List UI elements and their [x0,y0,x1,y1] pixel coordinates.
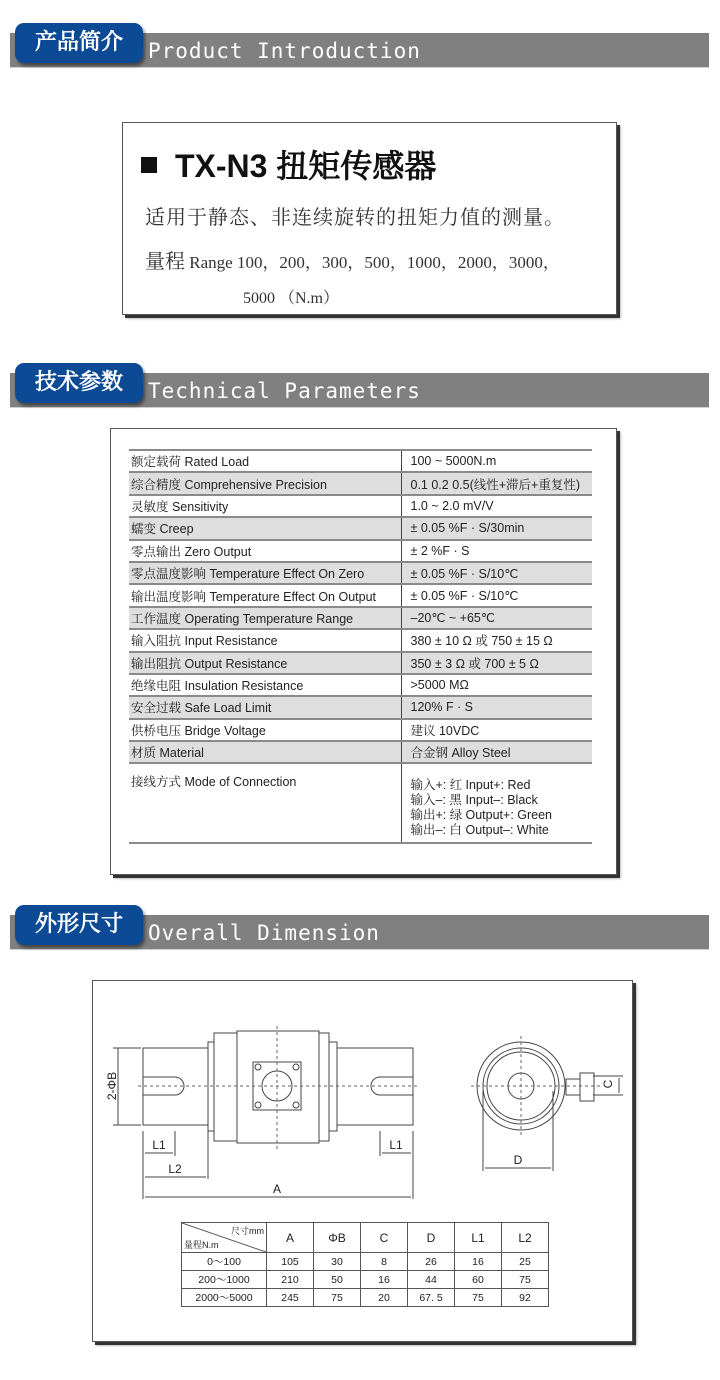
intro-box [122,122,617,315]
parameters-table [129,449,592,844]
range-cell: 0～100 [182,1253,267,1271]
parameter-value: 建议 10VDC [401,719,592,741]
dimension-cell: 60 [455,1271,502,1289]
label-l1-right: L1 [389,1138,403,1152]
parameter-name: 工作温度 Operating Temperature Range [129,607,401,629]
connection-values [401,763,592,843]
parameter-name: 零点温度影响 Temperature Effect On Zero [129,562,401,584]
parameter-value: ± 0.05 %F · S/10℃ [401,584,592,606]
parameter-name: 输出阻抗 Output Resistance [129,652,401,674]
column-header: ΦB [314,1223,361,1253]
dimension-cell: 75 [455,1289,502,1307]
parameter-name: 安全过载 Safe Load Limit [129,696,401,718]
range-label-cn: 量程 [145,251,185,273]
label-a: A [272,1182,282,1196]
dimension-cell: 20 [361,1289,408,1307]
parameter-name: 输出温度影响 Temperature Effect On Output [129,584,401,606]
parameter-row [129,540,592,562]
parameter-name: 蠕变 Creep [129,517,401,539]
connection-en: Output–: White [465,823,549,838]
parameter-name: 接线方式 Mode of Connection [129,763,401,843]
dimension-cell: 30 [314,1253,361,1271]
dimension-row [182,1253,549,1271]
parameter-name: 绝缘电阻 Insulation Resistance [129,674,401,696]
range-values: 100，200，300，500，1000，2000，3000， [236,253,560,272]
dimension-row [182,1271,549,1289]
connection-cn: 输出+: 绿 [410,808,463,823]
label-l2: L2 [168,1162,182,1176]
parameter-value: 0.1 0.2 0.5(线性+滞后+重复性) [401,472,592,494]
range-cell: 2000～5000 [182,1289,267,1307]
connection-line [411,823,591,838]
dimension-box [92,980,633,1342]
section-title: Technical Parameters [148,379,421,403]
parameter-name: 综合精度 Comprehensive Precision [129,472,401,494]
parameter-name: 灵敏度 Sensitivity [129,495,401,517]
corner-cell [182,1223,267,1253]
column-header: D [408,1223,455,1253]
parameters-box [110,428,617,875]
parameter-row [129,674,592,696]
section-badge: 外形尺寸 [15,905,143,945]
parameter-row [129,719,592,741]
right-flange-2 [319,1033,329,1141]
parameter-name: 供桥电压 Bridge Voltage [129,719,401,741]
connection-en: Input–: Black [465,793,538,808]
column-header: L2 [502,1223,549,1253]
connection-en: Input+: Red [465,778,531,793]
section-header-params [10,360,709,403]
parameter-name: 额定载荷 Rated Load [129,450,401,472]
column-header: A [267,1223,314,1253]
dimension-table [181,1222,549,1307]
dimension-cell: 75 [314,1289,361,1307]
parameter-row [129,562,592,584]
product-title [141,141,436,187]
connection-cn: 输入–: 黑 [410,793,462,808]
section-badge: 技术参数 [15,363,143,403]
label-d: D [513,1153,523,1167]
corner-bottom: 量程N.m [184,1240,219,1250]
range-line [145,245,560,274]
range-values-continued: 5000 （N.m） [243,290,340,307]
sensor-body [237,1031,319,1143]
parameter-row [129,629,592,651]
parameter-row [129,584,592,606]
dimension-header-row [182,1223,549,1253]
label-l1-left: L1 [152,1138,166,1152]
dimension-row [182,1289,549,1307]
parameter-value: ± 2 %F · S [401,540,592,562]
side-view-connector [580,1073,594,1101]
parameter-name: 零点输出 Zero Output [129,540,401,562]
connection-line [411,778,591,793]
dimension-cell: 67. 5 [408,1289,455,1307]
square-bullet-icon [141,157,157,173]
parameter-name: 输入阻抗 Input Resistance [129,629,401,651]
parameter-value: 100 ~ 5000N.m [401,450,592,472]
dimension-cell: 50 [314,1271,361,1289]
label-diameter: 2-ΦB [105,1071,119,1101]
dimension-cell: 44 [408,1271,455,1289]
dimension-drawing [93,981,634,1216]
connection-line [411,793,591,808]
dimension-cell: 210 [267,1271,314,1289]
dimension-cell: 16 [361,1271,408,1289]
parameter-value: ± 0.05 %F · S/30min [401,517,592,539]
parameter-row [129,607,592,629]
connection-cn: 输出–: 白 [410,823,462,838]
dimension-cell: 8 [361,1253,408,1271]
parameter-value: 1.0 ~ 2.0 mV/V [401,495,592,517]
dimension-cell: 245 [267,1289,314,1307]
range-cell: 200～1000 [182,1271,267,1289]
section-title: Overall Dimension [148,921,380,945]
parameter-value: ± 0.05 %F · S/10℃ [401,562,592,584]
section-header-intro [10,20,709,63]
label-c: C [601,1079,615,1089]
parameter-value: 合金钢 Alloy Steel [401,741,592,763]
dimension-cell: 25 [502,1253,549,1271]
parameter-row [129,495,592,517]
dimension-cell: 16 [455,1253,502,1271]
section-title: Product Introduction [148,39,421,63]
product-description: 适用于静态、非连续旋转的扭矩力值的测量。 [145,205,565,229]
dimension-cell: 75 [502,1271,549,1289]
connection-en: Output+: Green [465,808,553,823]
parameter-value: >5000 MΩ [401,674,592,696]
parameter-value: –20℃ ~ +65℃ [401,607,592,629]
product-model: TX-N3 扭矩传感器 [175,148,437,184]
dimension-cell: 105 [267,1253,314,1271]
section-header-dimension [10,902,709,945]
column-header: L1 [455,1223,502,1253]
parameter-row [129,517,592,539]
dimension-cell: 92 [502,1289,549,1307]
parameter-row [129,472,592,494]
dimension-cell: 26 [408,1253,455,1271]
left-flange-2 [214,1033,237,1141]
parameter-row [129,652,592,674]
parameter-row [129,741,592,763]
section-badge: 产品简介 [15,23,143,63]
parameter-value: 120% F · S [401,696,592,718]
column-header: C [361,1223,408,1253]
connection-cn: 输入+: 红 [410,778,463,793]
range-label-en: Range [189,253,233,272]
corner-top: 尺寸mm [231,1226,264,1236]
parameter-name: 材质 Material [129,741,401,763]
parameter-value: 380 ± 10 Ω 或 750 ± 15 Ω [401,629,592,651]
connection-line [411,808,591,823]
parameter-row [129,450,592,472]
parameter-value: 350 ± 3 Ω 或 700 ± 5 Ω [401,652,592,674]
parameter-row-connection [129,763,592,843]
parameter-row [129,696,592,718]
